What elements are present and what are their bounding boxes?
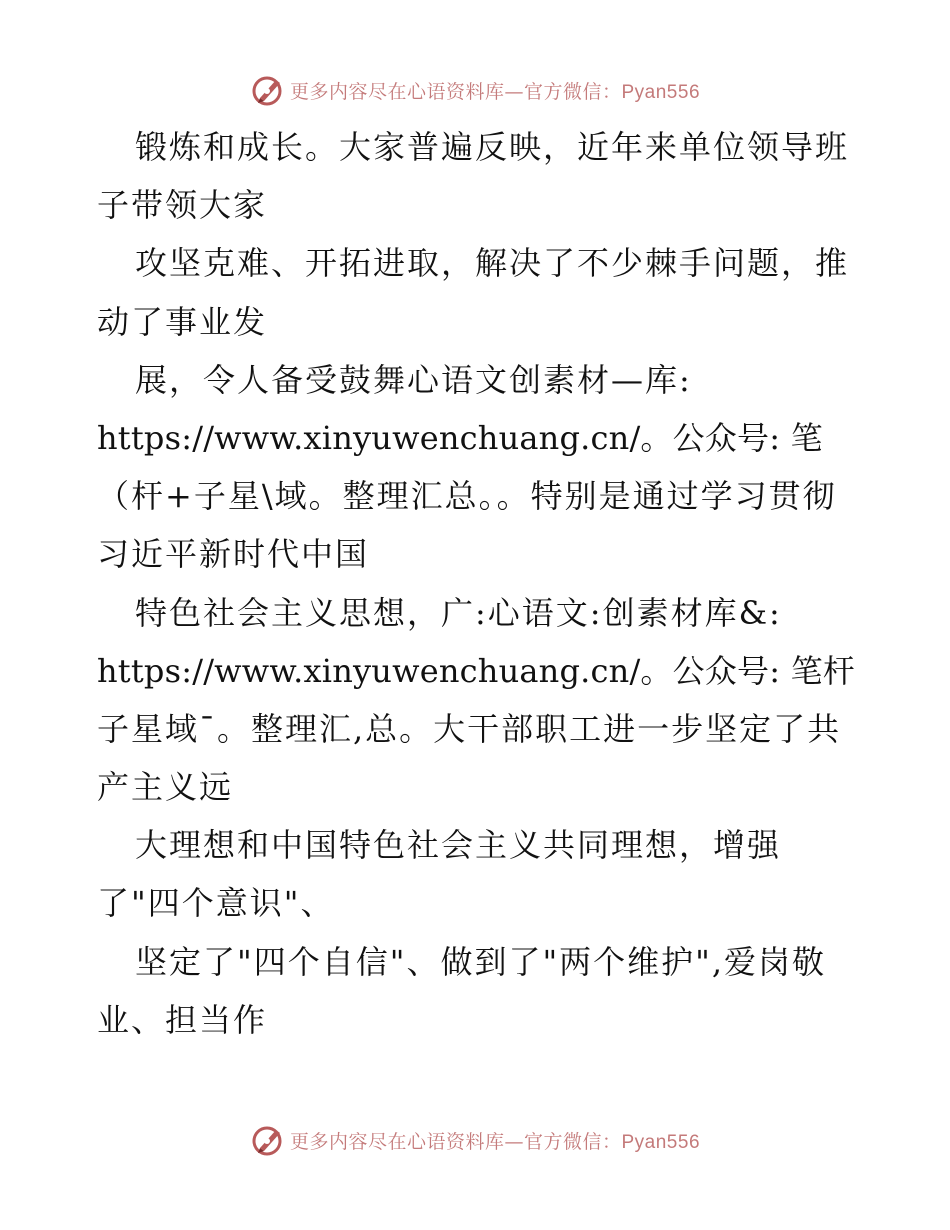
wechat-handle: Pyan556	[621, 1131, 701, 1153]
text-line: 业、担当作	[97, 1000, 268, 1039]
header-watermark-banner	[0, 70, 950, 110]
text-line: 特色社会主义思想，广:心语文:创素材库&:	[135, 593, 782, 632]
text-line: 锻炼和成长。大家普遍反映，近年来单位领导班	[135, 128, 850, 166]
text-line: 子星域¯。整理汇,总。大干部职工进一步坚定了共	[97, 709, 842, 748]
banner-text: 更多内容尽在心语资料库—官方微信：Pyan556	[289, 80, 701, 103]
text-line: 子带领大家	[97, 186, 268, 225]
text-line: 坚定了"四个自信"、做到了"两个维护",爱岗敬	[135, 942, 827, 981]
text-line: 攻坚克难、开拓进取，解决了不少棘手问题，推	[135, 244, 850, 283]
document-body	[97, 118, 857, 1049]
text-line: 了"四个意识"、	[97, 884, 335, 923]
pen-logo-icon	[250, 72, 286, 108]
text-line: https://www.xinyuwenchuang.cn/。公众号: 笔	[97, 418, 823, 457]
text-line: 大理想和中国特色社会主义共同理想，增强	[135, 826, 782, 865]
pen-logo-icon	[250, 1122, 286, 1158]
text-line: 展，令人备受鼓舞心语文创素材—库:	[135, 360, 692, 399]
wechat-handle: Pyan556	[621, 81, 701, 103]
banner-text: 更多内容尽在心语资料库—官方微信：Pyan556	[289, 1130, 701, 1153]
text-line: https://www.xinyuwenchuang.cn/。公众号: 笔杆	[97, 651, 855, 690]
text-line: 产主义远	[97, 768, 234, 807]
text-line: 习近平新时代中国	[97, 535, 370, 574]
text-line: 动了事业发	[97, 302, 268, 341]
text-line: （杆+子星\域。整理汇总。。特别是通过学习贯彻	[97, 477, 837, 516]
footer-watermark-banner	[0, 1120, 950, 1160]
